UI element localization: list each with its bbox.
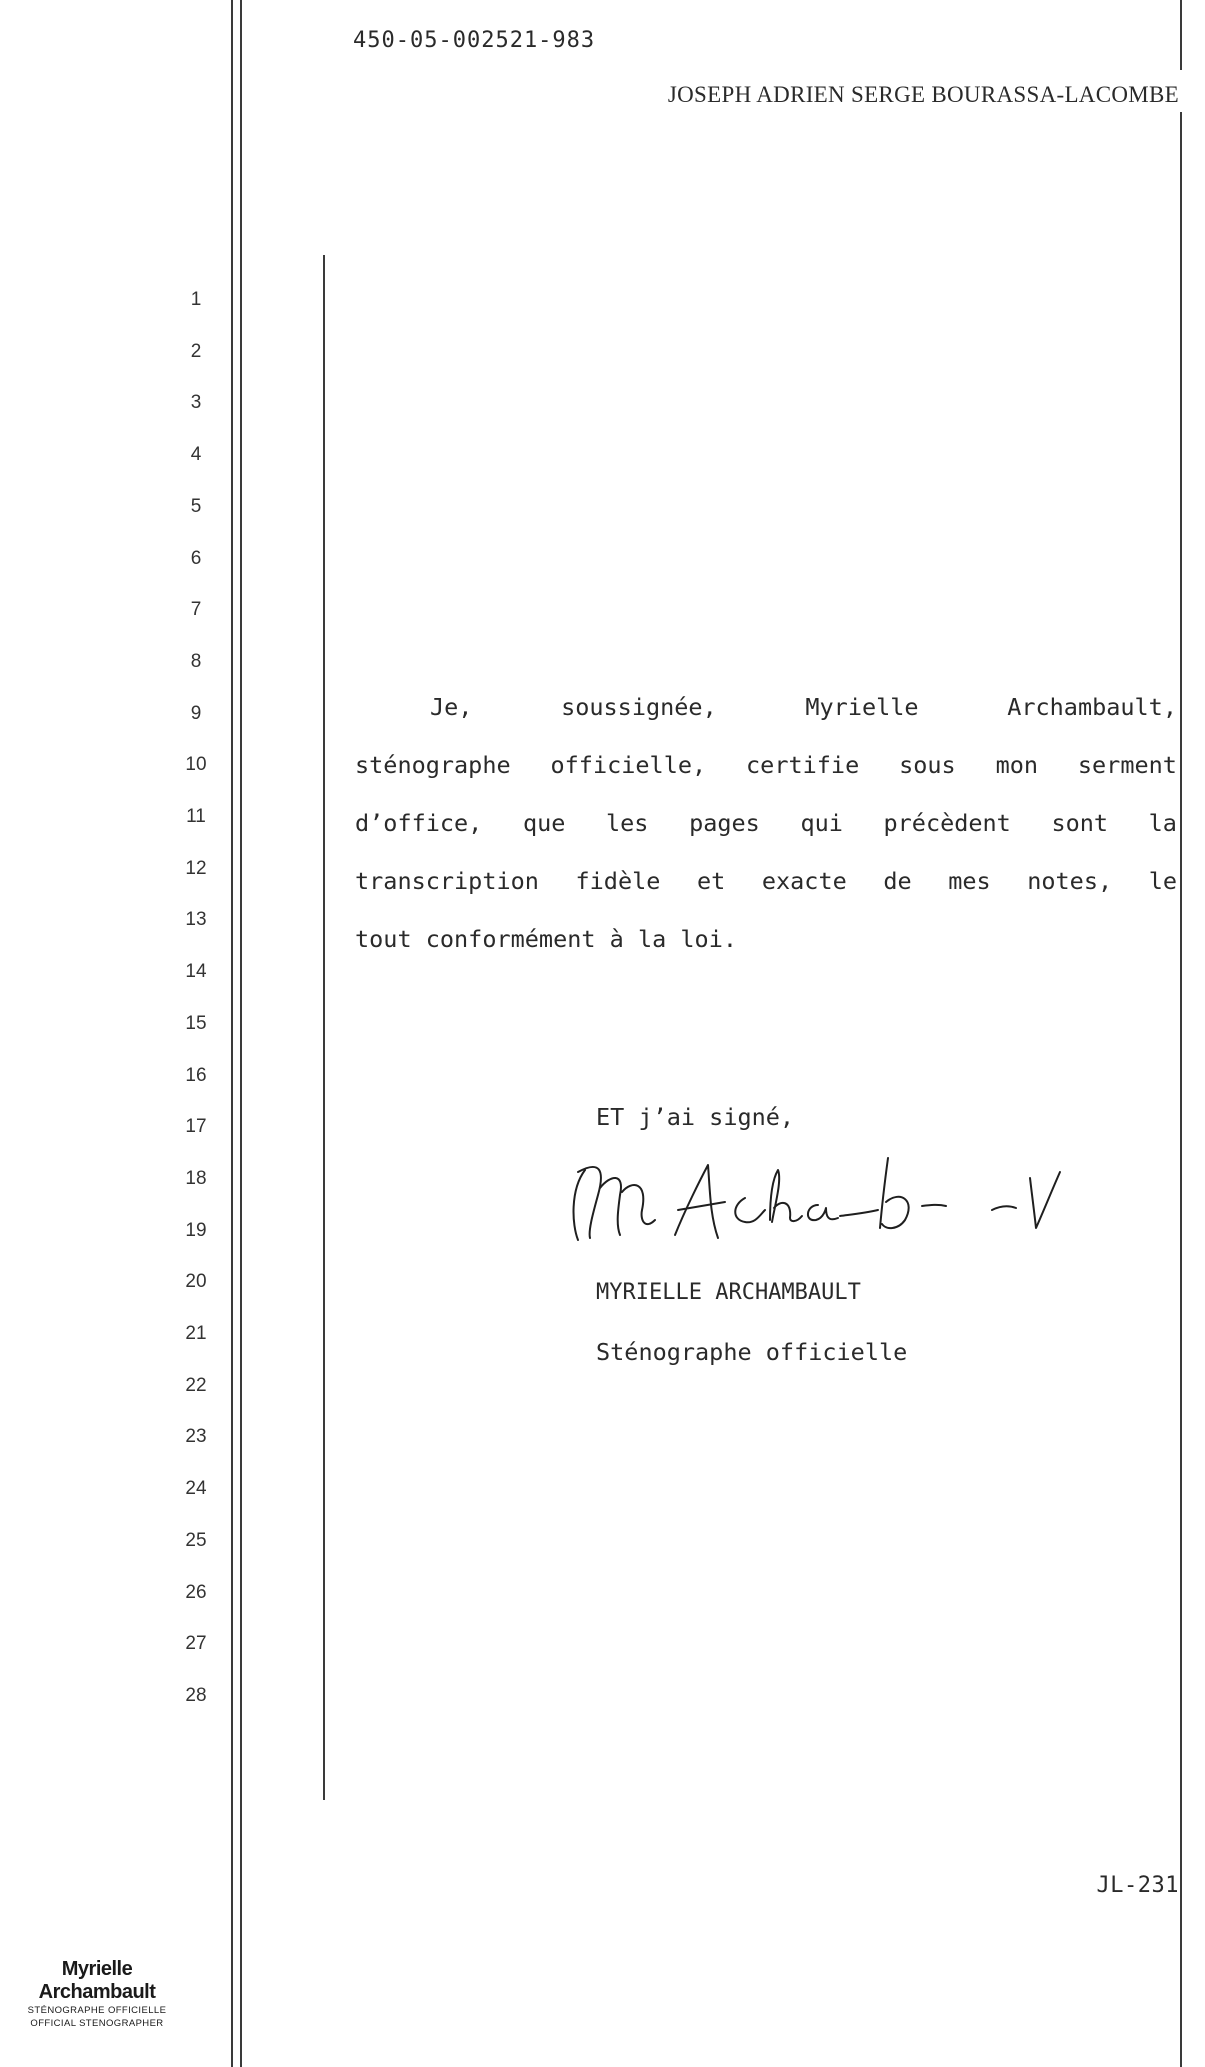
certificate-word: de [883,867,912,895]
line-number: 19 [185,1219,207,1241]
stamp-title-english: OFFICIAL STENOGRAPHER [30,2018,164,2029]
stenographer-stamp [8,1958,186,2030]
certificate-word: pages [689,809,760,837]
certificate-word: sont [1051,809,1109,837]
left-margin-rule-outer [231,0,233,2067]
line-number: 12 [185,857,207,879]
certificate-word: fidèle [575,867,661,895]
certificate-word: Je, [430,693,473,721]
certificate-word: la [1148,809,1177,837]
certificate-word: mes [948,867,991,895]
witness-name: JOSEPH ADRIEN SERGE BOURASSA-LACOMBE [667,82,1179,107]
page-code: JL-231 [1096,1873,1179,1898]
certificate-word: soussignée, [561,693,717,721]
line-number: 10 [185,754,207,776]
line-number: 13 [185,909,207,931]
left-margin-rule-inner [240,0,242,2067]
line-number: 25 [185,1529,207,1551]
line-number: 22 [185,1374,207,1396]
certificate-word: les [606,809,649,837]
line-number: 20 [185,1271,207,1293]
certificate-line-2 [355,751,1177,779]
right-margin-rule [1180,0,1182,70]
certificate-line-1 [430,693,1177,721]
line-number: 9 [190,702,202,724]
stamp-name: Myrielle Archambault [38,1958,156,2003]
text-margin-rule [323,255,325,1800]
certificate-word: officielle, [550,751,707,779]
certificate-word: sous [899,751,956,779]
certificate-word: qui [800,809,843,837]
line-number: 21 [185,1323,207,1344]
signer-title: Sténographe officielle [596,1338,908,1366]
line-number: 27 [185,1633,207,1655]
line-number: 7 [190,599,202,621]
certificate-word: d’office, [355,809,483,837]
line-number: 16 [185,1064,207,1086]
certificate-word: et [696,867,726,895]
certificate-word: certifie [746,751,860,779]
closing-statement: ET j’ai signé, [596,1103,795,1131]
certificate-word: mon [995,751,1039,779]
line-number: 15 [185,1012,207,1034]
line-number: 17 [185,1116,207,1138]
line-number: 26 [185,1581,207,1603]
line-number: 1 [190,289,202,310]
line-number: 18 [185,1167,207,1189]
certificate-word: transcription [355,867,539,895]
handwritten-signature [560,1150,1080,1270]
certificate-word: Myrielle [805,693,919,721]
right-margin-rule [1180,112,1182,2067]
line-number: 28 [185,1684,207,1706]
line-number: 2 [190,340,202,362]
certificate-line-5: tout conformément à la loi. [355,925,738,953]
certificate-word: serment [1077,751,1177,779]
certificate-word: précèdent [883,809,1011,837]
certificate-word: sténographe [355,751,511,779]
certificate-word: notes, [1027,867,1113,895]
stamp-title-french: STÉNOGRAPHE OFFICIELLE [27,2005,167,2016]
document-number: 450-05-002521-983 [353,28,596,53]
line-number: 14 [185,961,207,983]
line-number: 24 [185,1478,207,1500]
line-number: 4 [190,444,202,466]
certificate-word: Archambault, [1007,693,1177,721]
certificate-word: exacte [761,867,847,895]
line-number: 8 [190,650,202,672]
line-number: 5 [190,495,202,517]
certificate-word: le [1148,867,1177,895]
line-number: 3 [190,392,202,414]
signer-name: MYRIELLE ARCHAMBAULT [596,1280,861,1305]
line-number: 11 [186,806,206,827]
line-number: 23 [185,1426,207,1448]
certificate-line-4 [355,867,1177,895]
certificate-line-3 [355,809,1177,837]
line-number: 6 [190,547,202,569]
certificate-word: que [522,809,566,837]
